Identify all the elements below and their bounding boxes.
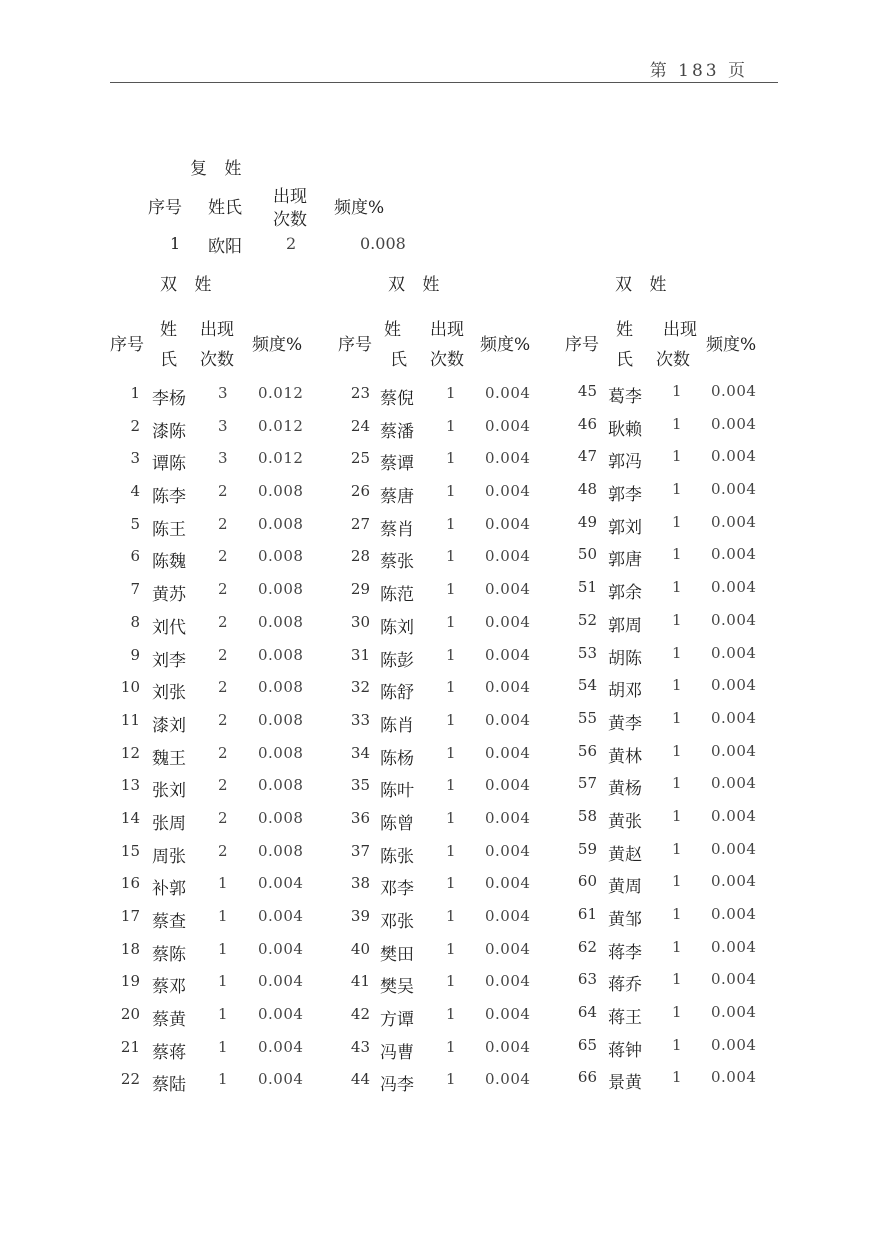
row-surname: 陈舒 (380, 683, 414, 704)
row-count: 2 (218, 482, 228, 501)
row-count: 1 (218, 1005, 228, 1024)
row-count: 2 (218, 580, 228, 599)
row-surname: 蒋王 (608, 1008, 642, 1029)
row-freq: 0.008 (258, 580, 304, 599)
row-index: 32 (350, 678, 370, 697)
row-surname: 黄李 (608, 713, 642, 734)
row-freq: 0.004 (711, 414, 757, 433)
row-freq: 0.004 (711, 610, 757, 629)
row-index: 64 (577, 1003, 597, 1022)
row-freq: 0.008 (258, 678, 304, 697)
row-count: 1 (446, 482, 456, 501)
row-surname: 蔡蒋 (152, 1042, 186, 1063)
row-index: 34 (350, 743, 370, 762)
row-freq: 0.004 (258, 1037, 304, 1056)
row-freq: 0.004 (485, 1037, 531, 1056)
row-index: 55 (577, 708, 597, 727)
row-surname: 胡陈 (608, 648, 642, 669)
row-surname: 葛李 (608, 387, 642, 407)
row-count: 2 (218, 547, 228, 566)
row-index: 4 (130, 482, 140, 501)
row-index: 13 (120, 776, 140, 795)
row-count: 1 (218, 874, 228, 893)
row-surname: 邓张 (380, 912, 414, 932)
header-count-1: 出现 (200, 320, 234, 340)
row-freq: 0.004 (711, 480, 757, 499)
row-freq: 0.004 (485, 678, 531, 697)
row-freq: 0.012 (258, 449, 304, 468)
row-surname: 魏王 (152, 748, 186, 769)
row-count: 1 (446, 776, 456, 795)
row-count: 1 (672, 676, 682, 695)
row-index: 58 (577, 806, 597, 825)
row-count: 3 (218, 384, 228, 402)
row-index: 36 (350, 808, 370, 827)
row-surname: 蔡查 (152, 912, 186, 932)
row-freq: 0.004 (485, 1005, 531, 1024)
row-index: 29 (350, 580, 370, 599)
row-count: 1 (672, 1035, 682, 1054)
row-count: 1 (672, 1003, 682, 1022)
row-index: 3 (130, 449, 140, 468)
compound-row-count: 2 (286, 234, 297, 253)
row-surname: 补郭 (152, 879, 186, 900)
row-index: 43 (350, 1037, 370, 1056)
compound-header-surname: 姓氏 (208, 198, 242, 218)
row-surname: 蔡黄 (152, 1010, 186, 1031)
header-index: 序号 (338, 335, 372, 355)
row-freq: 0.004 (711, 512, 757, 531)
row-freq: 0.004 (485, 939, 531, 958)
row-surname: 陈范 (380, 585, 414, 606)
row-count: 1 (672, 937, 682, 956)
row-surname: 胡邓 (608, 681, 642, 702)
row-freq: 0.004 (258, 1005, 304, 1024)
row-index: 54 (577, 676, 597, 695)
row-freq: 0.012 (258, 416, 304, 435)
row-index: 20 (120, 1005, 140, 1024)
row-count: 1 (672, 382, 682, 400)
row-surname: 黄赵 (608, 844, 642, 865)
row-freq: 0.004 (485, 972, 531, 991)
row-count: 1 (446, 743, 456, 762)
row-index: 31 (350, 645, 370, 664)
header-freq: 频度% (252, 335, 303, 355)
row-count: 1 (446, 1037, 456, 1056)
row-count: 1 (672, 1068, 682, 1087)
row-freq: 0.004 (258, 1070, 304, 1089)
header-count-2: 次数 (656, 350, 690, 370)
row-freq: 0.004 (485, 645, 531, 664)
row-surname: 郭余 (608, 583, 642, 604)
row-surname: 漆刘 (152, 715, 186, 736)
row-count: 1 (446, 612, 456, 631)
row-index: 23 (350, 384, 370, 402)
row-count: 1 (218, 907, 228, 925)
row-count: 1 (672, 872, 682, 891)
row-count: 2 (218, 776, 228, 795)
row-count: 1 (446, 939, 456, 958)
row-surname: 蔡谭 (380, 454, 414, 475)
row-index: 66 (577, 1068, 597, 1087)
row-freq: 0.004 (258, 874, 304, 893)
row-index: 65 (577, 1035, 597, 1054)
row-index: 57 (577, 774, 597, 793)
row-count: 3 (218, 416, 228, 435)
row-count: 1 (672, 480, 682, 499)
row-freq: 0.004 (258, 907, 304, 925)
row-index: 8 (130, 612, 140, 631)
row-freq: 0.004 (711, 545, 757, 564)
row-freq: 0.004 (485, 612, 531, 631)
row-surname: 陈曾 (380, 813, 414, 834)
row-surname: 陈王 (152, 519, 186, 540)
row-freq: 0.008 (258, 514, 304, 533)
row-count: 1 (672, 839, 682, 858)
row-count: 1 (446, 841, 456, 860)
row-index: 48 (577, 480, 597, 499)
row-surname: 樊吴 (380, 977, 414, 998)
row-index: 45 (577, 382, 597, 400)
row-surname: 蔡张 (380, 552, 414, 573)
row-freq: 0.004 (711, 1003, 757, 1022)
row-index: 28 (350, 547, 370, 566)
row-freq: 0.004 (711, 806, 757, 825)
header-count-2: 次数 (430, 350, 464, 370)
row-count: 1 (446, 514, 456, 533)
row-index: 17 (120, 907, 140, 925)
row-index: 14 (120, 808, 140, 827)
row-surname: 周张 (152, 846, 186, 867)
double-title: 双 姓 (615, 275, 673, 295)
row-freq: 0.004 (711, 937, 757, 956)
row-freq: 0.004 (485, 907, 531, 925)
row-surname: 陈刘 (380, 617, 414, 638)
header-count-1: 出现 (430, 320, 464, 340)
page-number: 第 183 页 (649, 61, 748, 81)
row-freq: 0.008 (258, 808, 304, 827)
row-count: 2 (218, 808, 228, 827)
row-count: 1 (672, 545, 682, 564)
row-index: 38 (350, 874, 370, 893)
header-surname-1: 姓 (160, 320, 177, 340)
row-surname: 樊田 (380, 944, 414, 965)
row-surname: 冯李 (380, 1075, 414, 1096)
row-index: 25 (350, 449, 370, 468)
header-surname-1: 姓 (384, 320, 401, 340)
row-index: 5 (130, 514, 140, 533)
row-count: 1 (446, 874, 456, 893)
row-count: 2 (218, 710, 228, 729)
row-count: 1 (672, 578, 682, 597)
row-count: 1 (446, 384, 456, 402)
row-freq: 0.004 (485, 416, 531, 435)
compound-header-count-1: 出现 (273, 187, 307, 207)
row-surname: 冯曹 (380, 1042, 414, 1063)
row-surname: 郭李 (608, 485, 642, 506)
row-surname: 耿赖 (608, 419, 642, 440)
row-freq: 0.004 (485, 547, 531, 566)
header-freq: 频度% (706, 335, 757, 355)
header-surname-2: 氏 (390, 350, 407, 370)
row-count: 1 (218, 1070, 228, 1089)
row-count: 2 (218, 514, 228, 533)
row-index: 19 (120, 972, 140, 991)
row-count: 1 (446, 645, 456, 664)
row-count: 3 (218, 449, 228, 468)
row-index: 62 (577, 937, 597, 956)
row-count: 2 (218, 678, 228, 697)
row-freq: 0.004 (711, 774, 757, 793)
row-surname: 郭周 (608, 615, 642, 636)
row-surname: 张周 (152, 813, 186, 834)
row-count: 1 (446, 1005, 456, 1024)
double-title: 双 姓 (388, 275, 446, 295)
row-index: 42 (350, 1005, 370, 1024)
row-index: 40 (350, 939, 370, 958)
row-surname: 黄林 (608, 746, 642, 767)
row-freq: 0.008 (258, 645, 304, 664)
row-freq: 0.008 (258, 743, 304, 762)
row-freq: 0.004 (711, 643, 757, 662)
row-surname: 蒋钟 (608, 1040, 642, 1061)
row-index: 59 (577, 839, 597, 858)
row-count: 1 (446, 808, 456, 827)
header-index: 序号 (565, 335, 599, 355)
row-index: 37 (350, 841, 370, 860)
row-index: 30 (350, 612, 370, 631)
row-count: 1 (446, 710, 456, 729)
row-surname: 蔡唐 (380, 487, 414, 508)
row-freq: 0.004 (711, 382, 757, 400)
row-freq: 0.004 (711, 970, 757, 989)
row-freq: 0.004 (711, 872, 757, 891)
row-surname: 蔡倪 (380, 389, 414, 409)
row-surname: 黄苏 (152, 585, 186, 606)
row-count: 1 (218, 972, 228, 991)
row-count: 1 (672, 970, 682, 989)
row-surname: 郭唐 (608, 550, 642, 571)
row-count: 1 (446, 449, 456, 468)
row-freq: 0.004 (711, 1068, 757, 1087)
row-surname: 邓李 (380, 879, 414, 900)
row-index: 39 (350, 907, 370, 925)
row-index: 50 (577, 545, 597, 564)
row-index: 9 (130, 645, 140, 664)
header-surname-2: 氏 (616, 350, 633, 370)
header-count-2: 次数 (200, 350, 234, 370)
row-index: 33 (350, 710, 370, 729)
row-surname: 张刘 (152, 781, 186, 802)
row-surname: 陈杨 (380, 748, 414, 769)
compound-header-count-2: 次数 (273, 210, 307, 230)
row-surname: 蒋李 (608, 942, 642, 963)
compound-header-freq: 频度% (334, 198, 385, 218)
row-index: 18 (120, 939, 140, 958)
row-index: 53 (577, 643, 597, 662)
row-surname: 刘张 (152, 683, 186, 704)
row-count: 1 (672, 610, 682, 629)
row-index: 49 (577, 512, 597, 531)
row-index: 11 (120, 710, 140, 729)
row-count: 2 (218, 743, 228, 762)
row-surname: 黄周 (608, 877, 642, 898)
row-index: 16 (120, 874, 140, 893)
row-freq: 0.004 (485, 874, 531, 893)
row-index: 21 (120, 1037, 140, 1056)
row-surname: 黄杨 (608, 779, 642, 800)
row-count: 1 (446, 547, 456, 566)
header-surname-1: 姓 (616, 320, 633, 340)
row-index: 2 (130, 416, 140, 435)
row-index: 26 (350, 482, 370, 501)
row-surname: 黄张 (608, 811, 642, 832)
row-index: 6 (130, 547, 140, 566)
row-freq: 0.004 (485, 580, 531, 599)
row-freq: 0.004 (711, 1035, 757, 1054)
row-freq: 0.004 (485, 841, 531, 860)
row-index: 24 (350, 416, 370, 435)
row-surname: 方谭 (380, 1010, 414, 1031)
row-index: 47 (577, 447, 597, 466)
row-freq: 0.004 (485, 808, 531, 827)
row-surname: 景黄 (608, 1073, 642, 1094)
header-count-1: 出现 (663, 320, 697, 340)
row-index: 7 (130, 580, 140, 599)
row-surname: 郭冯 (608, 452, 642, 473)
compound-title: 复 姓 (190, 159, 248, 179)
row-surname: 陈肖 (380, 715, 414, 736)
row-index: 60 (577, 872, 597, 891)
compound-row-freq: 0.008 (360, 234, 406, 253)
row-freq: 0.008 (258, 710, 304, 729)
row-freq: 0.004 (485, 482, 531, 501)
row-freq: 0.004 (711, 447, 757, 466)
header-freq: 频度% (480, 335, 531, 355)
row-index: 27 (350, 514, 370, 533)
row-freq: 0.004 (711, 708, 757, 727)
row-surname: 蔡陈 (152, 944, 186, 965)
row-surname: 漆陈 (152, 421, 186, 442)
row-surname: 刘代 (152, 617, 186, 638)
row-freq: 0.004 (485, 743, 531, 762)
row-count: 2 (218, 612, 228, 631)
row-index: 41 (350, 972, 370, 991)
row-count: 1 (672, 806, 682, 825)
double-title: 双 姓 (160, 275, 218, 295)
row-surname: 陈李 (152, 487, 186, 508)
row-freq: 0.008 (258, 776, 304, 795)
row-freq: 0.004 (711, 676, 757, 695)
row-count: 1 (218, 1037, 228, 1056)
row-freq: 0.008 (258, 841, 304, 860)
row-count: 1 (672, 741, 682, 760)
row-index: 52 (577, 610, 597, 629)
compound-header-index: 序号 (148, 198, 182, 218)
row-freq: 0.004 (258, 972, 304, 991)
header-surname-2: 氏 (160, 350, 177, 370)
row-index: 1 (130, 384, 140, 402)
row-freq: 0.004 (711, 905, 757, 923)
row-surname: 陈彭 (380, 650, 414, 671)
row-count: 1 (446, 1070, 456, 1089)
row-index: 35 (350, 776, 370, 795)
header-index: 序号 (110, 335, 144, 355)
row-surname: 陈魏 (152, 552, 186, 573)
row-freq: 0.004 (485, 710, 531, 729)
row-surname: 陈张 (380, 846, 414, 867)
row-count: 1 (672, 512, 682, 531)
row-surname: 刘李 (152, 650, 186, 671)
row-index: 22 (120, 1070, 140, 1089)
row-freq: 0.004 (485, 384, 531, 402)
row-count: 2 (218, 645, 228, 664)
row-index: 44 (350, 1070, 370, 1089)
row-count: 1 (218, 939, 228, 958)
row-freq: 0.004 (258, 939, 304, 958)
compound-row-surname: 欧阳 (208, 237, 242, 257)
row-index: 56 (577, 741, 597, 760)
row-freq: 0.004 (485, 776, 531, 795)
header-rule (110, 82, 778, 83)
row-index: 63 (577, 970, 597, 989)
row-count: 1 (672, 905, 682, 923)
row-index: 15 (120, 841, 140, 860)
compound-row-index: 1 (170, 234, 181, 253)
row-surname: 蔡邓 (152, 977, 186, 998)
row-freq: 0.004 (485, 514, 531, 533)
row-count: 1 (672, 643, 682, 662)
row-freq: 0.004 (711, 839, 757, 858)
row-freq: 0.008 (258, 482, 304, 501)
row-freq: 0.004 (711, 741, 757, 760)
row-surname: 蔡肖 (380, 519, 414, 540)
row-index: 46 (577, 414, 597, 433)
row-surname: 李杨 (152, 389, 186, 409)
row-count: 1 (446, 972, 456, 991)
row-surname: 陈叶 (380, 781, 414, 802)
row-surname: 蔡潘 (380, 421, 414, 442)
row-surname: 蒋乔 (608, 975, 642, 996)
row-freq: 0.008 (258, 547, 304, 566)
row-index: 10 (120, 678, 140, 697)
row-freq: 0.012 (258, 384, 304, 402)
row-index: 51 (577, 578, 597, 597)
row-count: 1 (672, 774, 682, 793)
row-freq: 0.004 (711, 578, 757, 597)
row-surname: 黄邹 (608, 910, 642, 930)
row-count: 1 (446, 907, 456, 925)
row-count: 2 (218, 841, 228, 860)
row-freq: 0.008 (258, 612, 304, 631)
row-surname: 郭刘 (608, 517, 642, 538)
row-count: 1 (446, 416, 456, 435)
row-count: 1 (672, 414, 682, 433)
row-surname: 谭陈 (152, 454, 186, 475)
row-index: 12 (120, 743, 140, 762)
row-surname: 蔡陆 (152, 1075, 186, 1096)
row-count: 1 (672, 708, 682, 727)
row-freq: 0.004 (485, 449, 531, 468)
row-count: 1 (672, 447, 682, 466)
row-freq: 0.004 (485, 1070, 531, 1089)
row-index: 61 (577, 905, 597, 923)
row-count: 1 (446, 678, 456, 697)
row-count: 1 (446, 580, 456, 599)
